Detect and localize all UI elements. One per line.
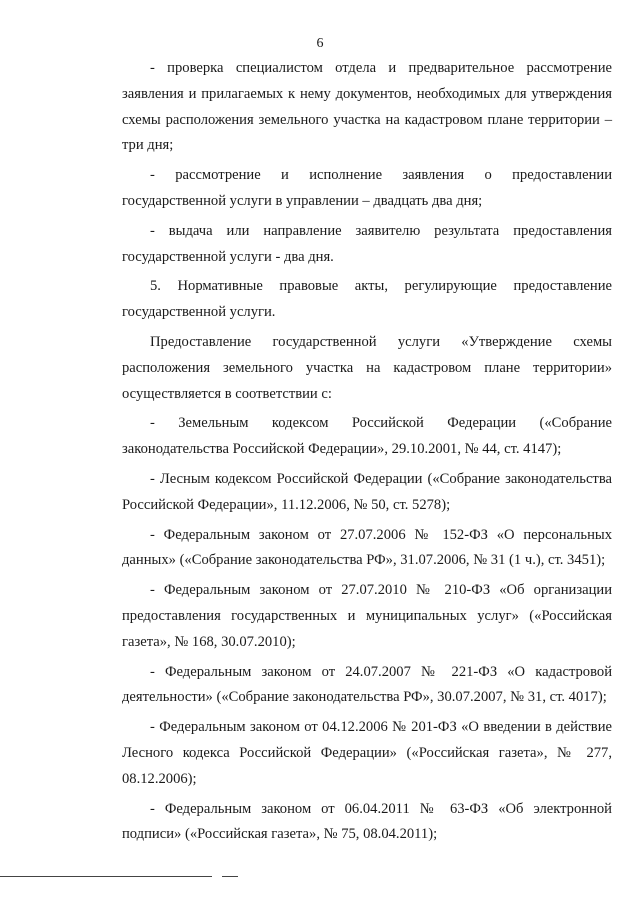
document-body bbox=[122, 56, 612, 852]
footer-rule-long-segment bbox=[0, 876, 212, 877]
paragraph-service-basis: Предоставление государственной услуги «Утверждение схемы расположения земельного участка на кадастровом плане территории» осуществляется в соответствии с: bbox=[122, 333, 612, 402]
section-heading-normative-acts: 5. Нормативные правовые акты, регулирующие предоставление государственной услуги. bbox=[122, 278, 612, 321]
list-item-forest-code: - Лесным кодексом Российской Федерации («Собрание законодательства Российской Федерации», 11.12.2006, № 50, ст. 5278); bbox=[122, 470, 612, 513]
footer-rule-short-segment bbox=[222, 876, 238, 877]
list-item-land-code: - Земельным кодексом Российской Федерации («Собрание законодательства Российской Федерации», 29.10.2001, № 44, ст. 4147); bbox=[122, 415, 612, 458]
paragraph-processing-step: - рассмотрение и исполнение заявления о предоставлении государственной услуги в управлении – двадцать два дня; bbox=[122, 167, 612, 209]
page-number: 6 bbox=[316, 36, 324, 51]
list-item-law-221: - Федеральным законом от 24.07.2007 № 221-ФЗ «О кадастровой деятельности» («Собрание законодательства РФ», 30.07.2007, № 31, ст. 4017); bbox=[122, 663, 612, 706]
list-item-law-201: - Федеральным законом от 04.12.2006 № 201-ФЗ «О введении в действие Лесного кодекса Российской Федерации» («Российская газета», № 277, 08.12.2006); bbox=[122, 719, 612, 787]
paragraph-review-step: - проверка специалистом отдела и предварительное рассмотрение заявления и прилагаемых к нему документов, необходимых для утверждения схемы расположения земельного участка на кадастровом плане территории – три дня; bbox=[122, 60, 612, 154]
list-item-law-210: - Федеральным законом от 27.07.2010 № 210-ФЗ «Об организации предоставления государственных и муниципальных услуг» («Российская газета», № 168, 30.07.2010); bbox=[122, 582, 612, 650]
paragraph-issuance-step: - выдача или направление заявителю результата предоставления государственной услуги - два дня. bbox=[122, 222, 612, 265]
list-item-law-152: - Федеральным законом от 27.07.2006 № 152-ФЗ «О персональных данных» («Собрание законодательства РФ», 31.07.2006, № 31 (1 ч.), ст. 3451); bbox=[122, 526, 612, 569]
list-item-law-63: - Федеральным законом от 06.04.2011 № 63-ФЗ «Об электронной подписи» («Российская газета», № 75, 08.04.2011); bbox=[122, 800, 612, 843]
